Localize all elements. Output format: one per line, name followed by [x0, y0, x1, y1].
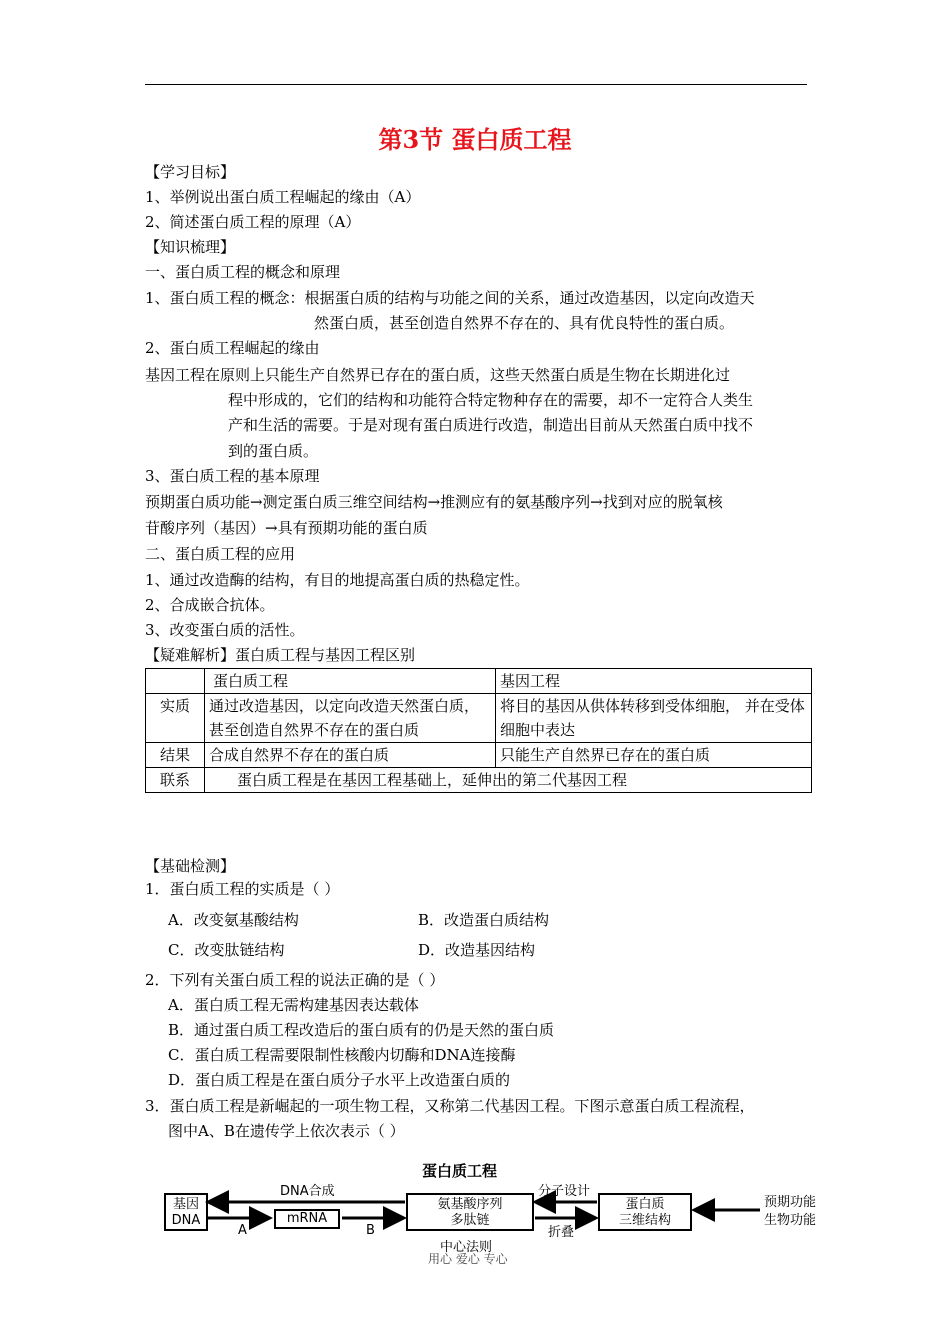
subsection-heading: 3、蛋白质工程的基本原理	[145, 467, 320, 485]
goal-item: 1、举例说出蛋白质工程崛起的缘由（A）	[145, 188, 421, 206]
dna-synthesis-label: DNA合成	[280, 1184, 335, 1199]
option-d: D．蛋白质工程是在蛋白质分子水平上改造蛋白质的	[168, 1071, 511, 1089]
goal-item: 2、简述蛋白质工程的原理（A）	[145, 213, 361, 231]
section-heading: 一、蛋白质工程的概念和原理	[145, 263, 341, 281]
biological-function-label: 生物功能	[764, 1213, 817, 1228]
box-label: 多肽链	[450, 1213, 490, 1228]
analysis-heading: 【疑难解析】蛋白质工程与基因工程区别	[145, 646, 416, 664]
knowledge-heading: 【知识梳理】	[145, 238, 236, 256]
option-a: A．改变氨基酸结构	[168, 911, 299, 929]
option-c: C．改变肽链结构	[168, 941, 285, 959]
application-item: 1、通过改造酶的结构，有目的地提高蛋白质的热稳定性。	[145, 571, 530, 589]
row-label: 实质	[146, 694, 205, 743]
expected-function-label: 预期功能	[764, 1195, 817, 1210]
diagram-title: 蛋白质工程	[422, 1162, 498, 1180]
question-text: 2．下列有关蛋白质工程的说法正确的是（ ）	[145, 971, 445, 989]
table-cell: 合成自然界不存在的蛋白质	[205, 743, 496, 768]
principle-line: 苷酸序列（基因）→具有预期功能的蛋白质	[145, 519, 428, 537]
table-cell: 只能生产自然界已存在的蛋白质	[496, 743, 812, 768]
application-item: 2、合成嵌合抗体。	[145, 596, 275, 614]
molecular-design-label: 分子设计	[538, 1184, 591, 1199]
principle-line: 预期蛋白质功能→测定蛋白质三维空间结构→推测应有的氨基酸序列→找到对应的脱氧核	[145, 493, 723, 511]
question-text: 3．蛋白质工程是新崛起的一项生物工程，又称第二代基因工程。下图示意蛋白质工程流程，	[145, 1097, 755, 1115]
concept-line: 1、蛋白质工程的概念：根据蛋白质的结构与功能之间的关系，通过改造基因，以定向改造天	[145, 289, 755, 307]
subsection-heading: 2、蛋白质工程崛起的缘由	[145, 339, 320, 357]
protein-structure-box	[598, 1193, 692, 1231]
table-cell: 将目的基因从供体转移到受体细胞， 并在受体细胞中表达	[496, 694, 812, 743]
table-cell: 蛋白质工程是在基因工程基础上，延伸出的第二代基因工程	[205, 768, 812, 793]
test-heading: 【基础检测】	[145, 857, 236, 875]
section-heading: 二、蛋白质工程的应用	[145, 545, 296, 563]
option-c: C．蛋白质工程需要限制性核酸内切酶和DNA连接酶	[168, 1046, 516, 1064]
origin-line: 产和生活的需要。于是对现有蛋白质进行改造，制造出目前从天然蛋白质中找不	[228, 416, 754, 434]
box-label: 基因	[172, 1197, 199, 1212]
origin-line: 基因工程在原则上只能生产自然界已存在的蛋白质，这些天然蛋白质是生物在长期进化过	[145, 366, 731, 384]
table-header-cell: 蛋白质工程	[205, 669, 496, 694]
concept-line: 然蛋白质，甚至创造自然界不存在的、具有优良特性的蛋白质。	[314, 314, 735, 332]
box-label: 蛋白质	[625, 1197, 665, 1212]
box-label: mRNA	[286, 1211, 328, 1226]
question-text: 1．蛋白质工程的实质是（ ）	[145, 880, 340, 898]
page-footer: 用心 爱心 专心	[428, 1252, 508, 1266]
gene-dna-box	[164, 1193, 208, 1231]
option-a: A．蛋白质工程无需构建基因表达载体	[168, 996, 419, 1014]
row-label: 结果	[146, 743, 205, 768]
mrna-box	[274, 1209, 340, 1229]
amino-acid-box	[406, 1193, 534, 1231]
table-cell: 通过改造基因，以定向改造天然蛋白质，甚至创造自然界不存在的蛋白质	[205, 694, 496, 743]
question-text: 图中A、B在遗传学上依次表示（ ）	[168, 1122, 405, 1140]
label-a: A	[238, 1223, 247, 1238]
central-dogma-label: 中心法则	[440, 1240, 493, 1255]
box-label: 三维结构	[618, 1213, 671, 1228]
application-item: 3、改变蛋白质的活性。	[145, 621, 305, 639]
fold-label: 折叠	[548, 1225, 575, 1240]
row-label: 联系	[146, 768, 205, 793]
option-d: D．改造基因结构	[418, 941, 536, 959]
goals-heading: 【学习目标】	[145, 163, 236, 181]
box-label: 氨基酸序列	[437, 1197, 503, 1212]
origin-line: 到的蛋白质。	[228, 442, 319, 460]
label-b: B	[366, 1223, 375, 1238]
option-b: B．改造蛋白质结构	[418, 911, 550, 929]
option-b: B．通过蛋白质工程改造后的蛋白质有的仍是天然的蛋白质	[168, 1021, 555, 1039]
page-title: 第3节 蛋白质工程	[378, 125, 572, 154]
origin-line: 程中形成的，它们的结构和功能符合特定物种存在的需要，却不一定符合人类生	[228, 391, 754, 409]
table-header-cell: 基因工程	[496, 669, 812, 694]
box-label: DNA	[171, 1213, 201, 1228]
